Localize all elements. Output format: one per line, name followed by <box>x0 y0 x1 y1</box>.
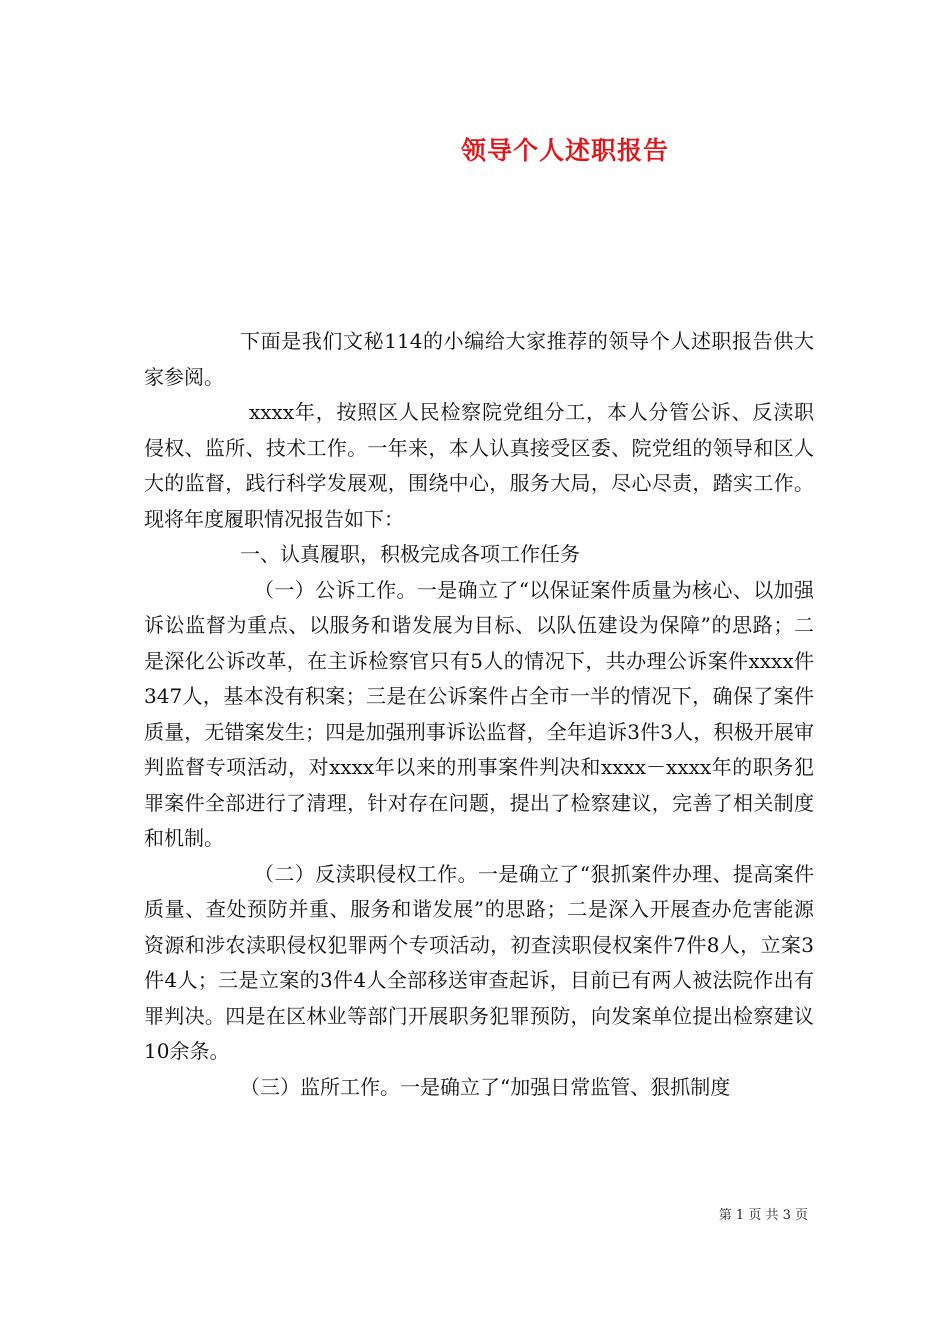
paragraph-prosecution-work: （一）公诉工作。一是确立了“以保证案件质量为核心、以加强诉讼监督为重点、以服务和谐发展为目标、以队伍建设为保障”的思路；二是深化公诉改革，在主诉检察官只有5人的情况下，共办理公诉案件xxxx件347人，基本没有积案；三是在公诉案件占全市一半的情况下，确保了案件质量，无错案发生；四是加强刑事诉讼监督，全年追诉3件3人，积极开展审判监督专项活动，对xxxx年以来的刑事案件判决和xxxx－xxxx年的职务犯罪案件全部进行了清理，针对存在问题，提出了检察建议，完善了相关制度和机制。 <box>144 577 814 850</box>
paragraph-year-summary: xxxx年，按照区人民检察院党组分工，本人分管公诉、反渎职侵权、监所、技术工作。一年来，本人认真接受区委、院党组的领导和区人大的监督，践行科学发展观，围绕中心，服务大局，尽心尽责，踏实工作。现将年度履职情况报告如下： <box>144 400 814 531</box>
page-footer: 第 1 页 共 3 页 <box>718 1208 808 1223</box>
section-heading-1: 一、认真履职，积极完成各项工作任务 <box>240 542 580 566</box>
paragraph-supervision-work: （三）监所工作。一是确立了“加强日常监管、狠抓制度 <box>240 1074 731 1099</box>
document-title: 领导个人述职报告 <box>460 136 669 165</box>
document-body <box>144 324 814 1105</box>
paragraph-intro: 下面是我们文秘114的小编给大家推荐的领导个人述职报告供大家参阅。 <box>144 329 814 389</box>
paragraph-anti-malfeasance-work: （二）反渎职侵权工作。一是确立了“狠抓案件办理、提高案件质量、查处预防并重、服务和谐发展”的思路；二是深入开展查办危害能源资源和涉农渎职侵权犯罪两个专项活动，初查渎职侵权案件7件8人，立案3件4人；三是立案的3件4人全部移送审查起诉，目前已有两人被法院作出有罪判决。四是在区林业等部门开展职务犯罪预防，向发案单位提出检察建议10余条。 <box>144 861 814 1063</box>
